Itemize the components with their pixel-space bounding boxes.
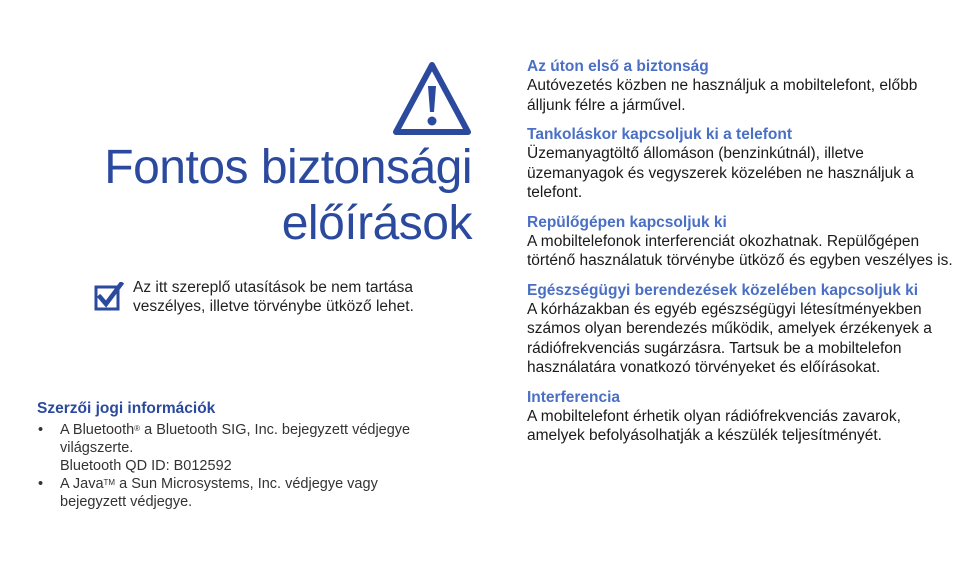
copyright-section xyxy=(37,400,437,511)
trademark-mark: TM xyxy=(103,478,116,487)
section-body: A mobiltelefonok interferenciát okozhatnak. Repülőgépen történő használatuk törvénybe ütköző és egyben veszélyes is. xyxy=(527,232,953,269)
checkbox-check-icon xyxy=(94,282,124,312)
section-heading: Tankoláskor kapcsoljuk ki a telefont xyxy=(527,126,793,143)
title-line-1: Fontos biztonsági xyxy=(104,141,472,194)
section-body: Üzemanyagtöltő állomáson (benzinkútnál), illetve üzemanyagok és vegyszerek közelében ne használjuk a telefont. xyxy=(527,145,914,201)
warning-triangle-icon xyxy=(392,60,472,138)
section-refueling xyxy=(527,125,957,203)
section-interference xyxy=(527,388,957,446)
safety-sections xyxy=(527,57,957,456)
copyright-list xyxy=(37,421,437,511)
section-heading: Repülőgépen kapcsoljuk ki xyxy=(527,213,727,231)
copyright-heading: Szerzői jogi információk xyxy=(37,400,216,417)
title-line-2: előírások xyxy=(281,197,472,250)
page-title xyxy=(104,140,472,252)
section-body: A mobiltelefont érhetik olyan rádiófrekvenciás zavarok, amelyek befolyásolhatják a készülék teljesítményét. xyxy=(527,407,901,444)
registered-mark: ® xyxy=(134,424,141,433)
section-heading: Az úton első a biztonság xyxy=(527,58,709,75)
section-body: A kórházakban és egyéb egészségügyi létesítményekben számos olyan berendezés működik, amelyek érzékenyek a rádiófrekvenciás sugárzásra. Tartsuk be a mobiltelefon használatára vonatkozó törvényeket és előírásokat. xyxy=(527,300,932,376)
section-heading: Egészségügyi berendezések közelében kapcsoljuk ki xyxy=(527,281,919,299)
bluetooth-qd-id: Bluetooth QD ID: B012592 xyxy=(60,458,232,474)
list-item-java: • A Java™ a Sun Microsystems, Inc. védjegye vagy bejegyzett védjegye. xyxy=(37,475,437,511)
section-body: Autóvezetés közben ne használjuk a mobiltelefont, előbb álljunk félre a járművel. xyxy=(527,77,918,114)
section-aircraft xyxy=(527,213,957,271)
section-heading: Interferencia xyxy=(527,388,621,406)
section-medical xyxy=(527,281,957,378)
section-road-safety xyxy=(527,57,957,115)
list-item-bluetooth: • A Bluetooth® a Bluetooth SIG, Inc. bejegyzett védjegye világszerte. Bluetooth QD ID: B012592 xyxy=(37,421,437,475)
notice-text: Az itt szereplő utasítások be nem tartása veszélyes, illetve törvénybe ütköző lehet. xyxy=(133,279,414,315)
